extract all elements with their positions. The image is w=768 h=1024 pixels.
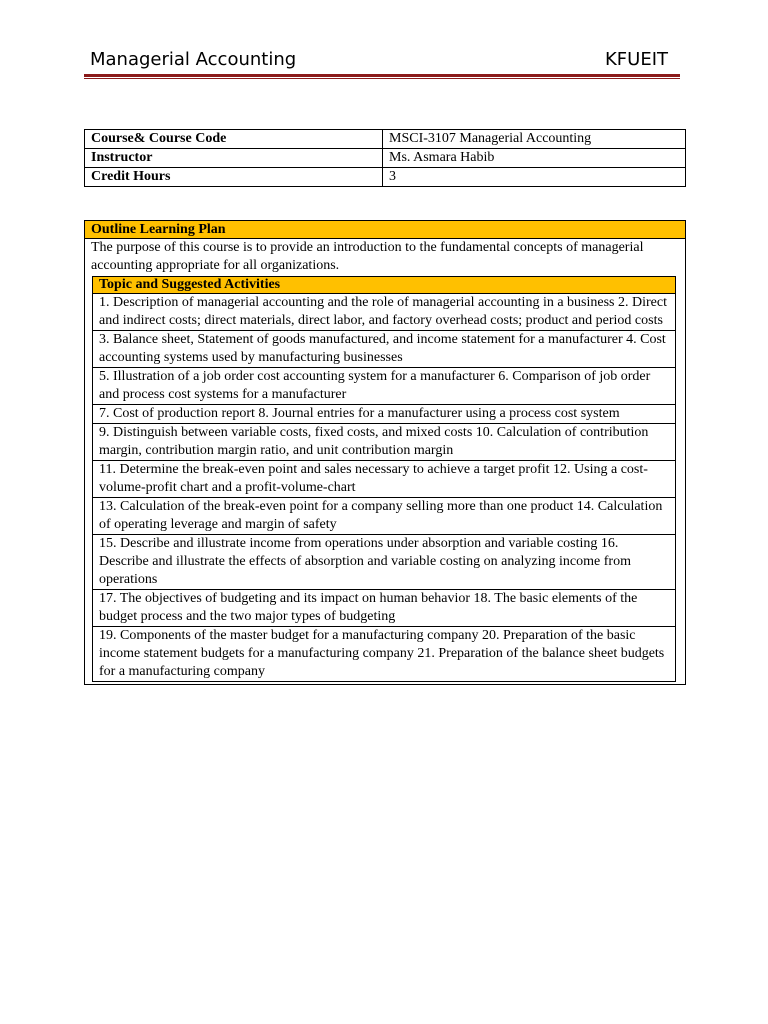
course-info-row	[85, 130, 686, 149]
topic-cell: 19. Components of the master budget for a manufacturing company 20. Preparation of the basic income statement budgets for a manufacturing company 21. Preparation of the balance sheet budgets for a manufacturing company	[93, 627, 676, 682]
course-info-label: Instructor	[85, 149, 383, 168]
topic-row	[93, 424, 676, 461]
topic-row	[93, 461, 676, 498]
outline-title: Outline Learning Plan	[85, 221, 685, 239]
topic-row	[93, 535, 676, 590]
topic-cell: 7. Cost of production report 8. Journal entries for a manufacturer using a process cost system	[93, 405, 676, 424]
course-info-label: Course& Course Code	[85, 130, 383, 149]
outline-learning-plan	[84, 220, 686, 685]
topic-cell: 15. Describe and illustrate income from operations under absorption and variable costing 16. Describe and illustrate the effects of absorption and variable costing on analyzing income from operations	[93, 535, 676, 590]
topics-header-row	[93, 277, 676, 294]
topic-row	[93, 294, 676, 331]
course-info-value: Ms. Asmara Habib	[383, 149, 686, 168]
course-info-row	[85, 168, 686, 187]
topic-cell: 1. Description of managerial accounting and the role of managerial accounting in a business 2. Direct and indirect costs; direct materials, direct labor, and factory overhead costs; product and period costs	[93, 294, 676, 331]
header-rule-thin	[84, 78, 680, 79]
topics-table	[92, 276, 676, 682]
course-info-value: MSCI-3107 Managerial Accounting	[383, 130, 686, 149]
page-header	[90, 48, 668, 74]
topic-cell: 3. Balance sheet, Statement of goods manufactured, and income statement for a manufacturer 4. Cost accounting systems used by manufacturing businesses	[93, 331, 676, 368]
topics-header: Topic and Suggested Activities	[93, 277, 676, 294]
topic-cell: 9. Distinguish between variable costs, fixed costs, and mixed costs 10. Calculation of contribution margin, contribution margin ratio, and unit contribution margin	[93, 424, 676, 461]
topic-row	[93, 368, 676, 405]
topic-cell: 17. The objectives of budgeting and its impact on human behavior 18. The basic elements of the budget process and the two major types of budgeting	[93, 590, 676, 627]
topic-row	[93, 590, 676, 627]
course-info-label: Credit Hours	[85, 168, 383, 187]
course-info-value: 3	[383, 168, 686, 187]
topic-cell: 5. Illustration of a job order cost accounting system for a manufacturer 6. Comparison of job order and process cost systems for a manufacturer	[93, 368, 676, 405]
outline-intro: The purpose of this course is to provide an introduction to the fundamental concepts of managerial accounting appropriate for all organizations.	[91, 240, 644, 273]
topic-cell: 11. Determine the break-even point and sales necessary to achieve a target profit 12. Using a cost-volume-profit chart and a profit-volume-chart	[93, 461, 676, 498]
header-institution: KFUEIT	[604, 49, 668, 70]
topic-row	[93, 498, 676, 535]
course-info-table	[84, 129, 686, 187]
outline-bottom-padding	[85, 682, 685, 684]
course-info-row	[85, 149, 686, 168]
topic-row	[93, 405, 676, 424]
header-title: Managerial Accounting	[90, 49, 297, 70]
topic-row	[93, 627, 676, 682]
topic-cell: 13. Calculation of the break-even point for a company selling more than one product 14. Calculation of operating leverage and margin of safety	[93, 498, 676, 535]
header-rule-thick	[84, 74, 680, 77]
topic-row	[93, 331, 676, 368]
